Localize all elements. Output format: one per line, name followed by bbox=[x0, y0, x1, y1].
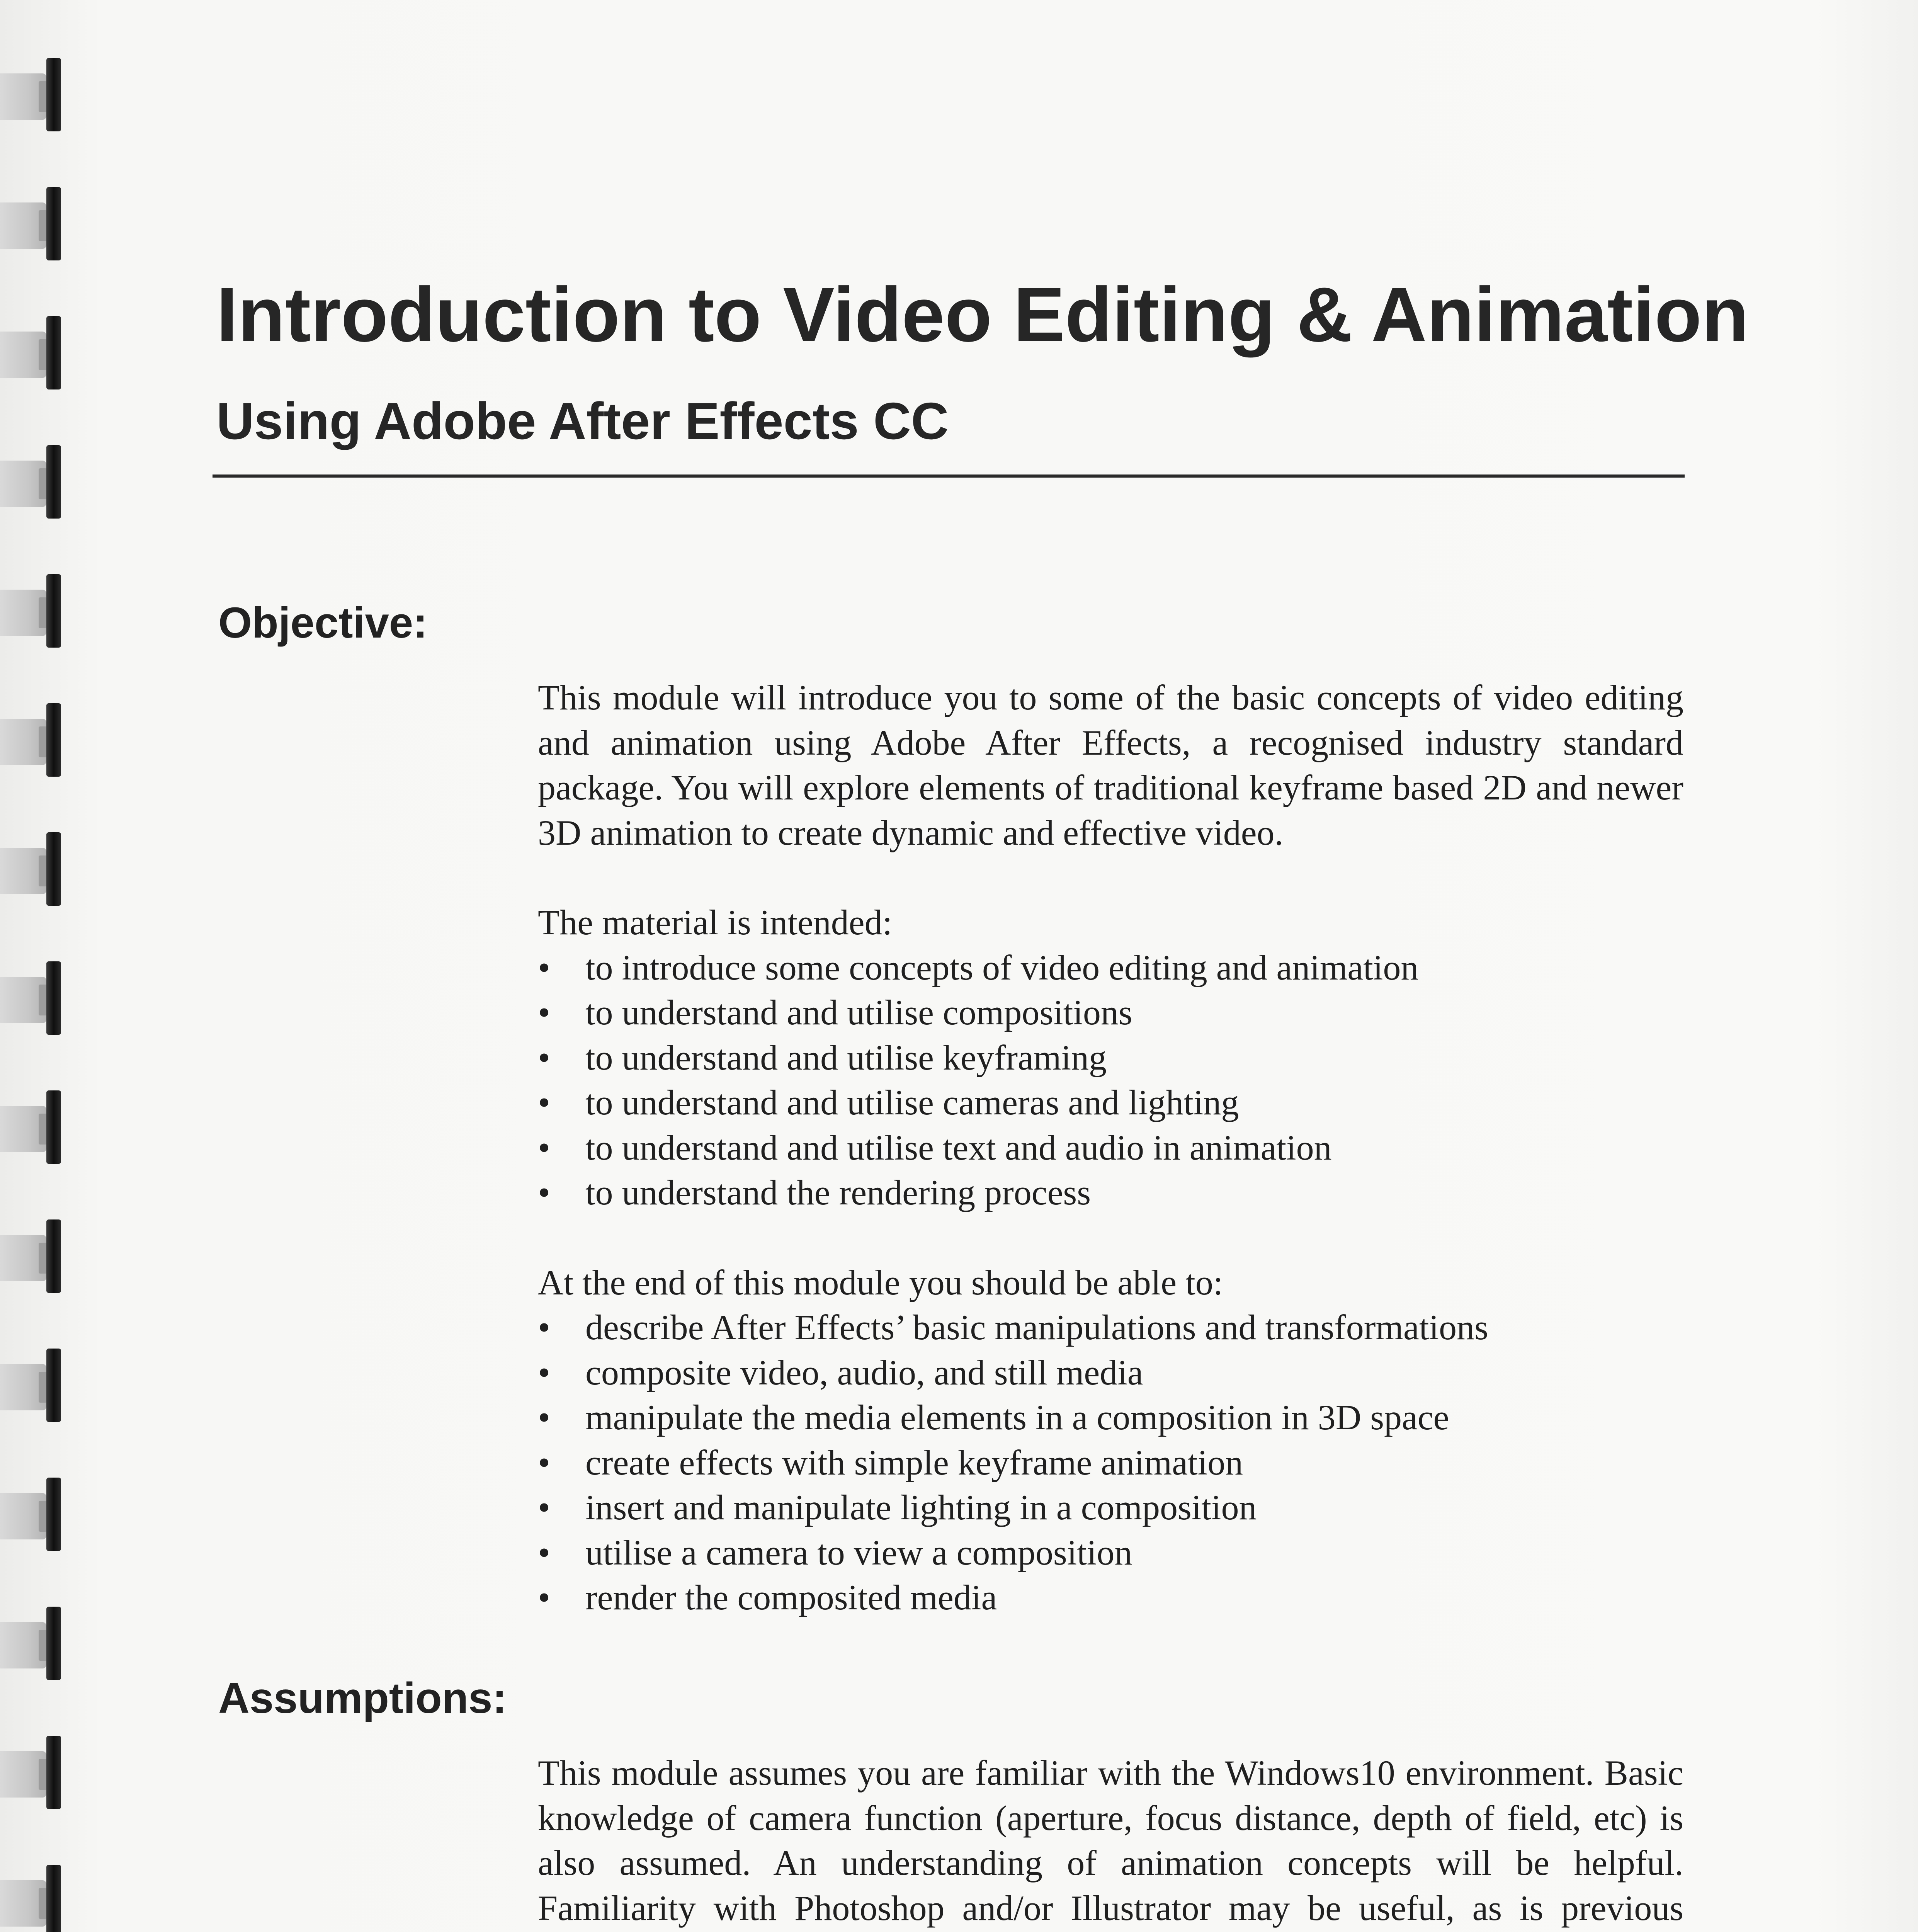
binding-coil bbox=[0, 1607, 66, 1680]
binding-coil bbox=[0, 961, 66, 1035]
binding-coil bbox=[0, 445, 66, 519]
binding-coil bbox=[0, 187, 66, 260]
document-subtitle: Using Adobe After Effects CC bbox=[216, 392, 949, 450]
binding-coil bbox=[0, 703, 66, 777]
binding-coil bbox=[0, 1478, 66, 1551]
objective-section bbox=[538, 675, 1683, 1620]
outcomes-lead: At the end of this module you should be able to: bbox=[538, 1262, 1223, 1302]
list-item: • to understand and utilise keyframing bbox=[538, 1035, 1683, 1080]
binding-coil bbox=[0, 1736, 66, 1809]
assumptions-text: This module assumes you are familiar with the Windows10 environment. Basic knowledge of camera function (aperture, focus distance, depth of field, etc) is also assumed. An understanding of animation concepts will be helpful. Familiarity with Photoshop and/or Illustrator may be useful, as is previous bbox=[538, 1753, 1683, 1928]
intended-lead: The material is intended: bbox=[538, 903, 893, 942]
list-item: • render the composited media bbox=[538, 1575, 1683, 1620]
intended-list bbox=[538, 945, 1683, 1215]
binding-coil bbox=[0, 1865, 66, 1932]
binding-coil bbox=[0, 316, 66, 389]
list-item: • to introduce some concepts of video editing and animation bbox=[538, 945, 1683, 990]
spiral-binding bbox=[0, 58, 77, 1932]
list-item: • to understand and utilise text and audio in animation bbox=[538, 1125, 1683, 1170]
outcomes-list bbox=[538, 1305, 1683, 1620]
list-item: • manipulate the media elements in a composition in 3D space bbox=[538, 1395, 1683, 1440]
list-item: • create effects with simple keyframe animation bbox=[538, 1440, 1683, 1485]
list-item: • to understand and utilise compositions bbox=[538, 990, 1683, 1035]
list-item: • insert and manipulate lighting in a composition bbox=[538, 1485, 1683, 1530]
list-item: • to understand and utilise cameras and lighting bbox=[538, 1080, 1683, 1125]
binding-coil bbox=[0, 574, 66, 648]
binding-coil bbox=[0, 1090, 66, 1164]
assumptions-section bbox=[538, 1750, 1683, 1932]
list-item: • composite video, audio, and still media bbox=[538, 1350, 1683, 1395]
binding-coil bbox=[0, 58, 66, 131]
binding-coil bbox=[0, 1219, 66, 1293]
binding-coil bbox=[0, 832, 66, 906]
objective-intro: This module will introduce you to some of the basic concepts of video editing and animation using Adobe After Effects, a recognised industry standard package. You will explore elements of traditional keyframe based 2D and newer 3D animation to create dynamic and effective video. bbox=[538, 678, 1683, 852]
assumptions-heading: Assumptions: bbox=[218, 1674, 507, 1722]
list-item: • describe After Effects’ basic manipulations and transformations bbox=[538, 1305, 1683, 1350]
title-divider bbox=[213, 474, 1685, 478]
list-item: • to understand the rendering process bbox=[538, 1170, 1683, 1215]
list-item: • utilise a camera to view a composition bbox=[538, 1530, 1683, 1575]
objective-heading: Objective: bbox=[218, 599, 428, 647]
document-title: Introduction to Video Editing & Animation bbox=[216, 272, 1749, 358]
binding-coil bbox=[0, 1349, 66, 1422]
